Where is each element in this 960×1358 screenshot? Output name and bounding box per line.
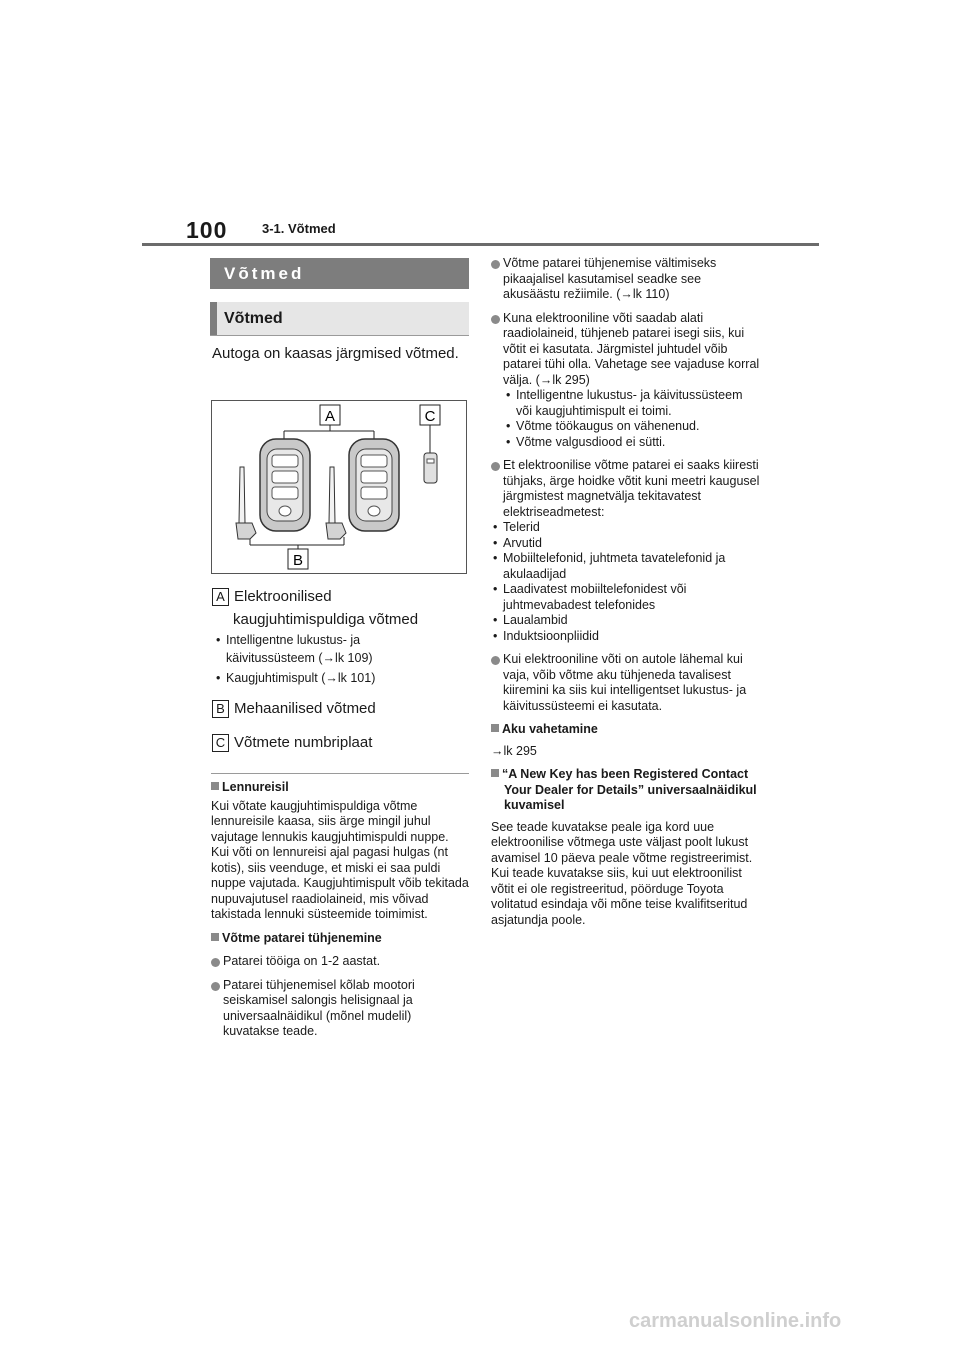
bullet-magnetvali: Et elektroonilise võtme patarei ei saaks kiiresti tühjaks, ärge hoidke võtit kuni meetri kaugusel järgmistest magnetvälja tekitavatest elektriseadmetest: bbox=[491, 458, 761, 520]
circle-bullet-icon bbox=[491, 315, 500, 324]
smart-key-fob-1 bbox=[260, 439, 310, 531]
legend-a-line2: kaugjuhtimispuldiga võtmed bbox=[233, 611, 419, 628]
legend-a-sub1a: • Intelligentne lukustus- ja bbox=[214, 631, 468, 649]
aku-reference: →lk 295 bbox=[491, 743, 537, 758]
section-title: 3-1. Võtmed bbox=[262, 221, 336, 236]
legend-a bbox=[212, 585, 468, 631]
legend-a-sublist bbox=[214, 631, 468, 687]
bullet-akusaast: Võtme patarei tühjenemise vältimiseks pikaajalisel kasutamisel seadke see akusäästu režiimile. (→lk 110) bbox=[491, 256, 761, 303]
key-number-plate bbox=[424, 453, 437, 483]
raadiolained-sublist bbox=[491, 388, 761, 450]
legend-a-line1: Elektroonilised bbox=[234, 588, 332, 605]
legend-b bbox=[212, 697, 376, 720]
legend-b-text: Mehaanilised võtmed bbox=[234, 700, 376, 717]
legend-a-letter: A bbox=[212, 588, 229, 606]
legend-c-text: Võtmete numbriplaat bbox=[234, 734, 373, 751]
sub-item: • Intelligentne lukustus- ja käivitussüsteem või kaugjuhtimispult ei toimi. bbox=[504, 388, 761, 419]
sub-item: • Arvutid bbox=[491, 536, 761, 552]
square-bullet-icon bbox=[491, 724, 499, 732]
label-b: B bbox=[292, 552, 304, 569]
legend-c bbox=[212, 731, 372, 754]
sub-item: • Induktsioonpliidid bbox=[491, 629, 761, 645]
keys-figure bbox=[211, 400, 467, 574]
heading-new-key: “A New Key has been Registered Contact Your Dealer for Details” universaalnäidikul kuvamisel bbox=[491, 767, 761, 814]
mechanical-key-1 bbox=[236, 467, 256, 539]
circle-bullet-icon bbox=[491, 656, 500, 665]
circle-bullet-icon bbox=[211, 958, 220, 967]
divider bbox=[211, 773, 469, 774]
page-number: 100 bbox=[186, 217, 228, 243]
heading-patarei: Võtme patarei tühjenemine bbox=[211, 931, 469, 947]
right-notes bbox=[491, 256, 761, 928]
bullet-patarei-1: Patarei tööiga on 1-2 aastat. bbox=[211, 954, 469, 970]
sub-item: • Võtme valgusdiood ei sütti. bbox=[504, 435, 761, 451]
intro-text: Autoga on kaasas järgmised võtmed. bbox=[212, 345, 459, 362]
square-bullet-icon bbox=[211, 782, 219, 790]
legend-a-sub2: • Kaugjuhtimispult (→lk 101) bbox=[214, 669, 468, 687]
paragraph-new-key: See teade kuvatakse peale iga kord uue elektroonilise võtmega uste väljast poolt lukust avamisel 10 päeva peale võtme registreerimist. Kui teade kuvatakse siis, kui uut elektroonilist võtit ei ole registreeritud, pöörduge Toyota volitatud esindaja või mõne teise kvalifitseritud asjatundja poole. bbox=[491, 819, 753, 927]
title-band: Võtmed bbox=[210, 258, 469, 289]
square-bullet-icon bbox=[211, 933, 219, 941]
mechanical-key-2 bbox=[326, 467, 346, 539]
smart-key-fob-2 bbox=[349, 439, 399, 531]
heading-aku: Aku vahetamine bbox=[491, 722, 761, 738]
sub-item: • Mobiiltelefonid, juhtmeta tavatelefonid ja akulaadijad bbox=[491, 551, 761, 582]
circle-bullet-icon bbox=[211, 982, 220, 991]
sub-item: • Võtme töökaugus on vähenenud. bbox=[504, 419, 761, 435]
sub-item: • Laadivatest mobiiltelefonidest või juhtmevabadest telefonides bbox=[491, 582, 761, 613]
legend-b-letter: B bbox=[212, 700, 229, 718]
heading-lennureisil: Lennureisil bbox=[211, 780, 469, 796]
magnetvali-sublist bbox=[491, 520, 761, 644]
legend-c-letter: C bbox=[212, 734, 229, 752]
legend-a-sub1b: käivitussüsteem (→lk 109) bbox=[226, 651, 373, 665]
paragraph-lennureisil: Kui võtate kaugjuhtimispuldiga võtme lennureisile kaasa, siis ärge mingil juhul vajutage lennukis kaugjuhtimispuldi nuppe. Kui võti on lennureisi ajal pagasi hulgas (nt kotis), siis veenduge, et miski ei saa puldi nuppe vajutada. Kaugjuhtimispult võib tekitada nupuvajutusel raadiolaineid, mis võivad takistada lennuki süsteemide toimimist. bbox=[211, 798, 469, 921]
sub-item: • Laualambid bbox=[491, 613, 761, 629]
bullet-lahedus: Kui elektrooniline võti on autole lähemal kui vaja, võib võtme aku tühjeneda tavalisest kiiremini ka siis kui intelligentset lukustus- ja käivitussüsteemi ei kasutata. bbox=[491, 652, 761, 714]
subtitle-band: Võtmed bbox=[210, 302, 469, 335]
watermark: carmanualsonline.info bbox=[629, 1310, 842, 1332]
header-rule bbox=[142, 243, 819, 246]
label-a: A bbox=[324, 408, 336, 425]
label-c: C bbox=[424, 408, 436, 425]
left-notes bbox=[211, 780, 469, 1040]
circle-bullet-icon bbox=[491, 462, 500, 471]
sub-item: • Telerid bbox=[491, 520, 761, 536]
bullet-patarei-2: Patarei tühjenemisel kõlab mootori seiskamisel salongis helisignaal ja universaalnäidikul (mõnel mudelil) kuvatakse teade. bbox=[211, 978, 469, 1040]
subtitle-underline bbox=[210, 335, 469, 336]
square-bullet-icon bbox=[491, 769, 499, 777]
keys-illustration bbox=[212, 401, 466, 573]
bullet-raadiolained: Kuna elektrooniline võti saadab alati raadiolaineid, tühjeneb patarei isegi siis, kui võtit ei kasutata. Järgmistel juhtudel võib patarei tühi olla. Vahetage see vajaduse korral välja. (→lk 295) bbox=[491, 311, 761, 389]
circle-bullet-icon bbox=[491, 260, 500, 269]
